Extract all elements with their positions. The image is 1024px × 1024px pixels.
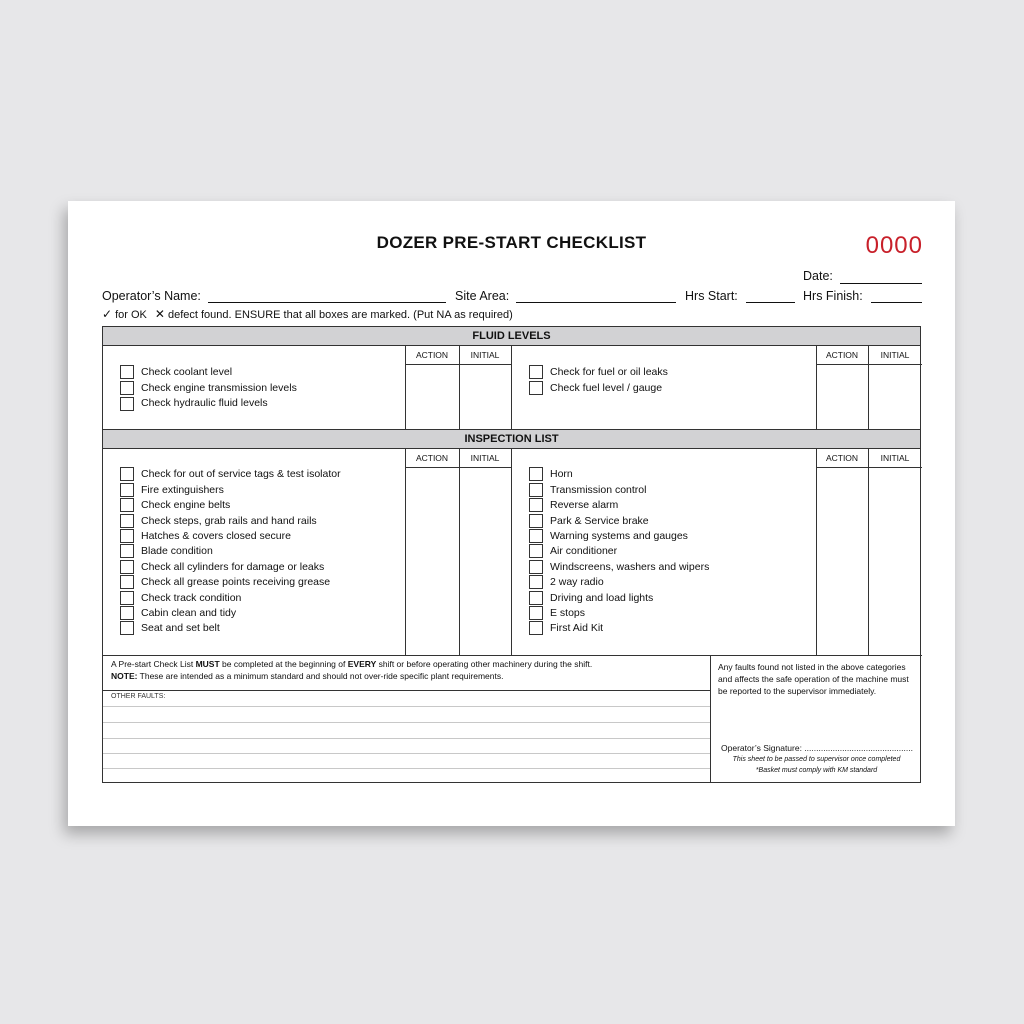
inspection-right-item: Reverse alarm (550, 499, 619, 511)
date-label: Date: (803, 269, 833, 283)
inspection-left-item: Check engine belts (141, 499, 231, 511)
checkbox-inspection-right[interactable] (529, 591, 543, 605)
checkbox-inspection-left[interactable] (120, 529, 134, 543)
inspection-right-item: Horn (550, 468, 573, 480)
hrs-start-field[interactable] (746, 302, 795, 303)
checkbox-fuel-level[interactable] (529, 381, 543, 395)
inspection-left-action-header: ACTION (415, 453, 449, 463)
checkbox-inspection-right[interactable] (529, 529, 543, 543)
ok-legend-text: for OK (115, 309, 147, 321)
site-area-field[interactable] (516, 302, 676, 303)
inspection-left-item: Blade condition (141, 545, 213, 557)
item-fuel-oil-leaks: Check for fuel or oil leaks (550, 366, 668, 378)
operator-signature-field[interactable]: Operator’s Signature: .............................................. (721, 743, 913, 753)
checkbox-inspection-left[interactable] (120, 483, 134, 497)
inspection-right-item: Air conditioner (550, 545, 618, 557)
checkbox-transmission-levels[interactable] (120, 381, 134, 395)
fluid-left-initial-header: INITIAL (470, 350, 500, 360)
footer-note-supervisor: This sheet to be passed to supervisor once completed (732, 756, 901, 763)
checkbox-inspection-left[interactable] (120, 606, 134, 620)
item-coolant: Check coolant level (141, 366, 233, 378)
other-faults-label: OTHER FAULTS: (111, 693, 166, 700)
cross-mark-icon: ✕ (154, 307, 165, 321)
checkbox-inspection-left[interactable] (120, 591, 134, 605)
hrs-finish-label: Hrs Finish: (803, 289, 863, 303)
checkbox-inspection-left[interactable] (120, 560, 134, 574)
checkbox-inspection-right[interactable] (529, 514, 543, 528)
checkbox-inspection-right[interactable] (529, 621, 543, 635)
checkbox-inspection-left[interactable] (120, 498, 134, 512)
checkbox-inspection-right[interactable] (529, 467, 543, 481)
operator-name-label: Operator’s Name: (102, 289, 201, 303)
defect-legend-text: defect found. ENSURE that all boxes are marked. (Put NA as required) (167, 309, 513, 321)
checkbox-inspection-right[interactable] (529, 483, 543, 497)
serial-number: 0000 (865, 232, 923, 259)
operator-name-field[interactable] (208, 302, 446, 303)
inspection-left-item: Check all cylinders for damage or leaks (141, 561, 325, 573)
fluid-levels-heading: FLUID LEVELS (103, 326, 920, 346)
checkbox-inspection-left[interactable] (120, 621, 134, 635)
checkbox-inspection-right[interactable] (529, 575, 543, 589)
other-faults-field[interactable] (103, 693, 710, 783)
inspection-left-item: Seat and set belt (141, 622, 220, 634)
fluid-right-action-header: ACTION (825, 350, 859, 360)
prestart-notice: A Pre-start Check List MUST be completed at the beginning of EVERY shift or before operating other machinery during the shift. NOTE: These are intended as a minimum standard and should not over-ride specific plant requirements. (111, 659, 593, 681)
checkbox-inspection-left[interactable] (120, 544, 134, 558)
checkbox-inspection-left[interactable] (120, 575, 134, 589)
inspection-left-item: Check all grease points receiving grease (141, 576, 331, 588)
inspection-left-item: Check for out of service tags & test isolator (141, 468, 341, 480)
inspection-right-item: Driving and load lights (550, 592, 654, 604)
faults-notice: Any faults found not listed in the above categories and affects the safe operation of the machine must be reported to the supervisor immediately. (718, 662, 909, 696)
inspection-left-initial-header: INITIAL (470, 453, 500, 463)
checklist-table (102, 326, 921, 783)
inspection-left-item: Cabin clean and tidy (141, 607, 237, 619)
item-fuel-level: Check fuel level / gauge (550, 382, 663, 394)
checkbox-inspection-right[interactable] (529, 560, 543, 574)
hrs-finish-field[interactable] (871, 302, 922, 303)
check-mark-icon: ✓ (102, 307, 113, 321)
inspection-right-initial-header: INITIAL (880, 453, 910, 463)
checkbox-coolant[interactable] (120, 365, 134, 379)
inspection-right-item: Warning systems and gauges (550, 530, 688, 542)
inspection-right-item: 2 way radio (550, 576, 604, 588)
inspection-right-item: E stops (550, 607, 586, 619)
checkbox-fuel-oil-leaks[interactable] (529, 365, 543, 379)
inspection-list-heading: INSPECTION LIST (103, 429, 920, 449)
inspection-right-item: Park & Service brake (550, 515, 649, 527)
checkbox-hydraulic-fluid[interactable] (120, 397, 134, 411)
fluid-right-initial-header: INITIAL (880, 350, 910, 360)
checkbox-inspection-left[interactable] (120, 467, 134, 481)
inspection-left-item: Check steps, grab rails and hand rails (141, 515, 317, 527)
inspection-left-item: Check track condition (141, 592, 242, 604)
checklist-sheet (68, 201, 955, 826)
marking-legend (102, 307, 513, 321)
hrs-start-label: Hrs Start: (685, 289, 738, 303)
checkbox-inspection-left[interactable] (120, 514, 134, 528)
site-area-label: Site Area: (455, 289, 510, 303)
checkbox-inspection-right[interactable] (529, 606, 543, 620)
inspection-right-item: First Aid Kit (550, 622, 604, 634)
checkbox-inspection-right[interactable] (529, 544, 543, 558)
date-field[interactable] (840, 283, 922, 284)
item-hydraulic-fluid: Check hydraulic fluid levels (141, 397, 268, 409)
checkbox-inspection-right[interactable] (529, 498, 543, 512)
inspection-left-item: Hatches & covers closed secure (141, 530, 291, 542)
inspection-right-item: Windscreens, washers and wipers (550, 561, 710, 573)
form-title: DOZER PRE-START CHECKLIST (376, 233, 647, 252)
inspection-right-item: Transmission control (550, 484, 647, 496)
inspection-left-item: Fire extinguishers (141, 484, 224, 496)
fluid-left-action-header: ACTION (415, 350, 449, 360)
footer-note-basket: *Basket must comply with KM standard (755, 767, 878, 774)
item-transmission-levels: Check engine transmission levels (141, 382, 297, 394)
inspection-right-action-header: ACTION (825, 453, 859, 463)
